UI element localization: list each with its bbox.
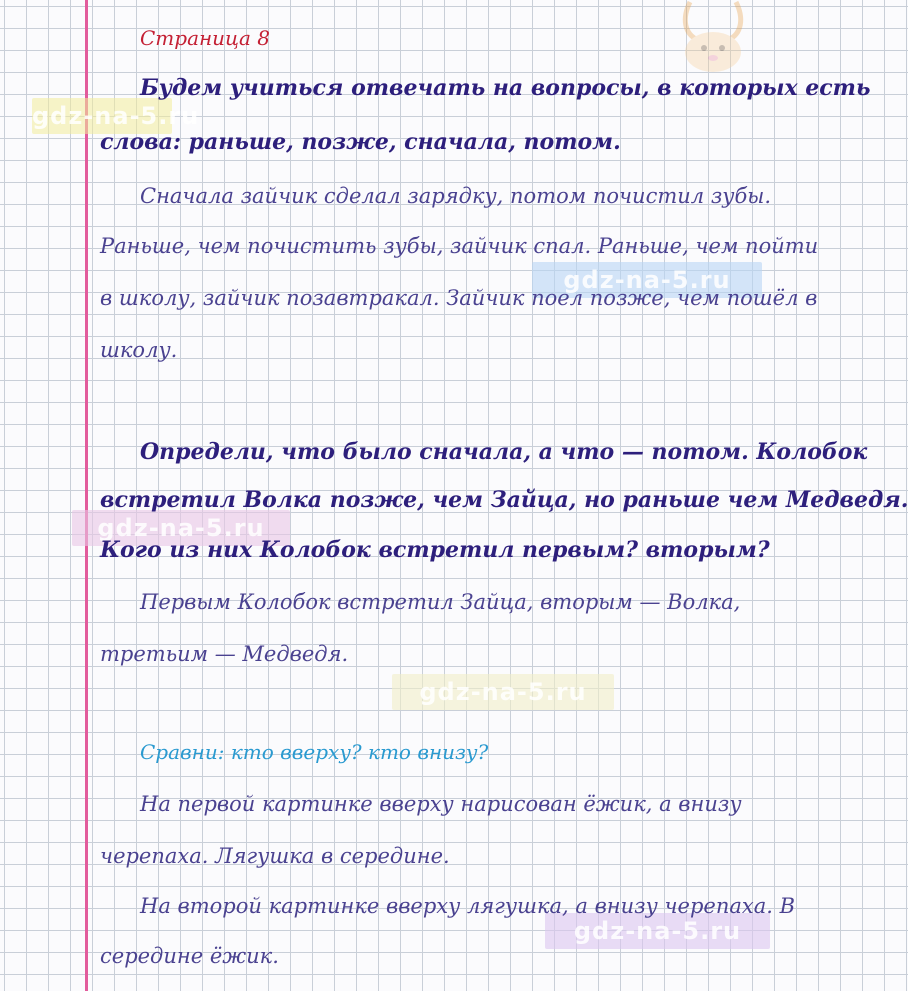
watermark: gdz-na-5.ru — [392, 674, 614, 710]
answer-line: середине ёжик. — [100, 944, 279, 968]
answer-line: Сначала зайчик сделал зарядку, потом почистил зубы. — [140, 184, 772, 208]
answer-line: На первой картинке вверху нарисован ёжик, а внизу — [140, 792, 742, 816]
answer-line: третьим — Медведя. — [100, 642, 349, 666]
watermark: gdz-na-5.ru — [545, 913, 770, 949]
answer-line: Первым Колобок встретил Зайца, вторым — Волка, — [140, 590, 741, 614]
task-line: встретил Волка позже, чем Зайца, но раньше чем Медведя. — [100, 487, 908, 513]
watermark: gdz-na-5.ru — [32, 98, 172, 134]
task-line: Определи, что было сначала, а что — потом. Колобок — [140, 439, 868, 465]
bunny-logo-icon — [668, 0, 758, 70]
task-line: слова: раньше, позже, сначала, потом. — [100, 129, 621, 155]
subtask-heading: Сравни: кто вверху? кто внизу? — [140, 740, 489, 764]
answer-line: школу. — [100, 338, 178, 362]
watermark: gdz-na-5.ru — [72, 510, 290, 546]
answer-line: Раньше, чем почистить зубы, зайчик спал. Раньше, чем пойти — [100, 234, 819, 258]
page-title: Страница 8 — [140, 26, 271, 50]
watermark: gdz-na-5.ru — [532, 262, 762, 298]
answer-line: черепаха. Лягушка в середине. — [100, 844, 450, 868]
answer-line: На второй картинке вверху лягушка, а внизу черепаха. В — [140, 894, 796, 918]
task-line: Кого из них Колобок встретил первым? вторым? — [100, 537, 770, 563]
page-margin-line — [85, 0, 88, 991]
answer-line: в школу, зайчик позавтракал. Зайчик поел позже, чем пошёл в — [100, 286, 818, 310]
task-line: Будем учиться отвечать на вопросы, в которых есть — [140, 75, 871, 101]
